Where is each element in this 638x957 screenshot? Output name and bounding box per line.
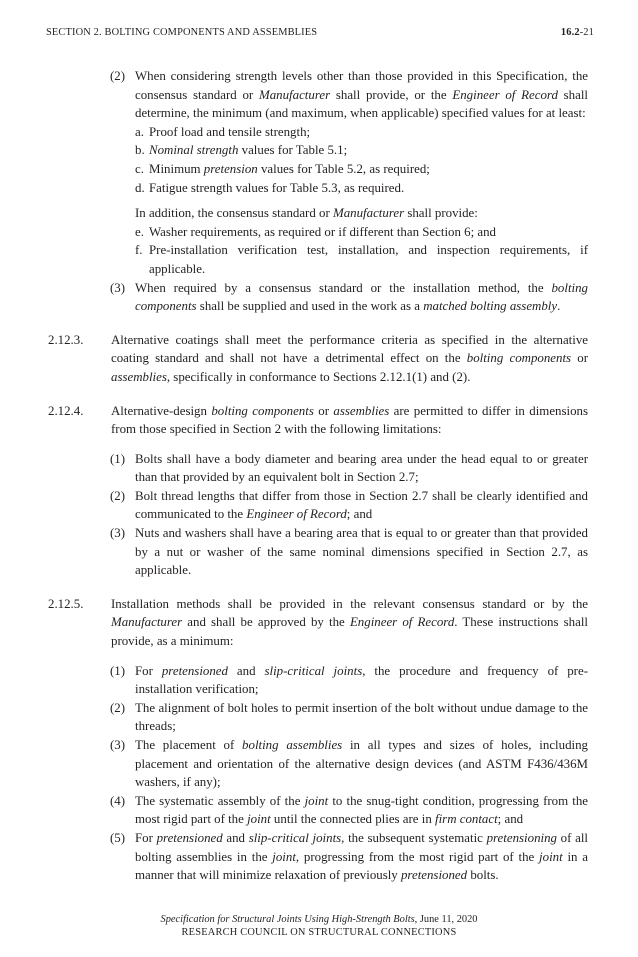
item-number: e. — [135, 224, 144, 239]
page-number-page: -21 — [579, 27, 594, 38]
item-text: Fatigue strength values for Table 5.3, as required. — [149, 180, 405, 195]
item-text: Bolts shall have a body diameter and bearing area under the head equal to or greater than that provided by an equivalent bolt in Section 2.7; — [135, 451, 588, 485]
spacer — [0, 439, 638, 450]
item-text: Bolt thread lengths that differ from those in Section 2.7 shall be clearly identified and communicated to the Engineer of Record; and — [135, 488, 588, 522]
list-item — [0, 792, 638, 829]
list-item — [0, 524, 638, 580]
item-text: The systematic assembly of the joint to the snug-tight condition, progressing from the most rigid part of the joint until the connected plies are in firm contact; and — [135, 793, 589, 827]
spacer — [0, 316, 638, 331]
item-text: Minimum pretension values for Table 5.2, as required; — [149, 161, 430, 176]
item-number: (2) — [110, 488, 126, 503]
item-number: (4) — [110, 793, 126, 808]
footer-spec-title — [0, 914, 638, 926]
item-text: The alignment of bolt holes to permit insertion of the bolt without undue damage to the threads; — [135, 700, 588, 734]
running-header — [46, 27, 594, 43]
spacer — [0, 651, 638, 662]
item-number: 2.12.3. — [48, 332, 84, 347]
lettered-item — [0, 223, 638, 242]
clause — [0, 595, 638, 651]
list-item — [0, 699, 638, 736]
item-number: a. — [135, 124, 144, 139]
lettered-item — [0, 141, 638, 160]
item-number: d. — [135, 180, 145, 195]
list-item — [0, 67, 638, 123]
lettered-item — [0, 123, 638, 142]
item-text: When considering strength levels other than those provided in this Specification, the consensus standard or Manufacturer shall provide, or the Engineer of Record shall determine, the minimum (and maximum, when applicable) specified values for at least: — [135, 69, 588, 121]
spacer — [0, 580, 638, 595]
item-number: (3) — [110, 280, 126, 295]
item-text: Alternative-design bolting components or assemblies are permitted to differ in dimensions from those specified in Section 2 with the following limitations: — [111, 403, 588, 437]
item-number: (2) — [110, 700, 126, 715]
footer-council: RESEARCH COUNCIL ON STRUCTURAL CONNECTIONS — [181, 927, 457, 938]
clause — [0, 331, 638, 387]
item-number: 2.12.4. — [48, 403, 84, 418]
item-text: Pre-installation verification test, installation, and inspection requirements, if applicable. — [149, 243, 588, 276]
item-number: (1) — [110, 663, 126, 678]
footer-spec-name: Specification for Structural Joints Using High-Strength Bolts — [160, 914, 415, 925]
item-number: (3) — [110, 738, 126, 752]
page-body — [0, 67, 638, 885]
item-text: In addition, the consensus standard or Manufacturer shall provide: — [135, 206, 478, 221]
paragraph — [0, 204, 638, 223]
item-text: Proof load and tensile strength; — [149, 124, 311, 139]
list-item — [0, 450, 638, 487]
item-text: When required by a consensus standard or the installation method, the bolting components shall be supplied and used in the work as a matched bolting assembly. — [135, 280, 588, 314]
spacer — [0, 387, 638, 402]
item-number: c. — [135, 161, 144, 176]
item-text: For pretensioned and slip-critical joints, the procedure and frequency of pre-installation verification; — [135, 663, 588, 697]
spacer — [0, 197, 638, 204]
lettered-item — [0, 241, 638, 278]
lettered-item — [0, 179, 638, 198]
item-text: Washer requirements, as required or if different than Section 6; and — [149, 224, 497, 239]
item-text: Installation methods shall be provided in the relevant consensus standard or by the Manufacturer and shall be approved by the Engineer of Record. These instructions shall provide, as a minimum: — [111, 596, 589, 649]
item-number: 2.12.5. — [48, 596, 84, 611]
item-number: f. — [135, 243, 143, 258]
list-item — [0, 662, 638, 699]
page-number — [561, 27, 594, 38]
list-item — [0, 736, 638, 792]
item-number: (2) — [110, 69, 126, 83]
item-number: b. — [135, 143, 145, 158]
list-item — [0, 279, 638, 316]
list-item — [0, 487, 638, 524]
clause — [0, 402, 638, 439]
item-text: The placement of bolting assemblies in all types and sizes of holes, including placement and orientation of the alternative design devices (and ASTM F436/436M washers, if any); — [135, 738, 588, 790]
item-text: For pretensioned and slip-critical joints, the subsequent systematic pretensioning of all bolting assemblies in the joint, progressing from the most rigid part of the joint in a manner that will minimize relaxation of previously pretensioned bolts. — [135, 830, 588, 883]
item-number: (5) — [110, 830, 126, 845]
item-number: (3) — [110, 526, 126, 541]
item-text: Nuts and washers shall have a bearing area that is equal to or greater than that provided by a nut or washer of the same nominal dimensions specified in Section 2.7, as applicable. — [135, 526, 588, 578]
list-item — [0, 829, 638, 885]
item-number: (1) — [110, 451, 126, 466]
lettered-item — [0, 160, 638, 179]
page-number-section: 16.2 — [560, 27, 580, 38]
item-text: Nominal strength values for Table 5.1; — [149, 143, 348, 158]
item-text: Alternative coatings shall meet the performance criteria as specified in the alternative coating standard and shall not have a detrimental effect on the bolting components or assemblies, specifically in conformance to Sections 2.12.1(1) and (2). — [111, 332, 589, 384]
section-title: SECTION 2. BOLTING COMPONENTS AND ASSEMBLIES — [46, 27, 318, 38]
footer-date: , June 11, 2020 — [414, 914, 478, 925]
